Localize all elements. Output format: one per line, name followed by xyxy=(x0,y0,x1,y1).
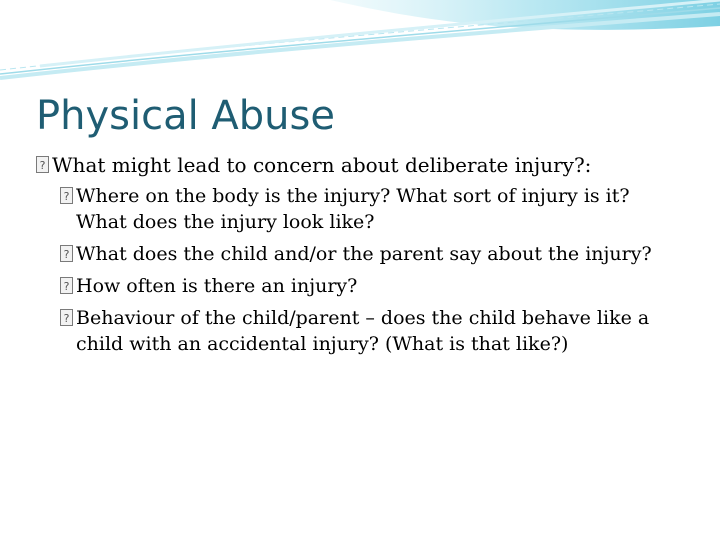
bullet-icon xyxy=(60,277,73,294)
bullet-text: What might lead to concern about deliberate injury?: xyxy=(52,153,592,177)
sub-bullet-item xyxy=(60,183,686,235)
sub-bullet-item xyxy=(60,241,686,267)
bullet-icon xyxy=(60,245,73,262)
sub-bullet-text: What does the child and/or the parent say about the injury? xyxy=(76,243,652,265)
slide-title: Physical Abuse xyxy=(36,93,335,139)
bullet-icon xyxy=(36,156,49,173)
sub-bullet-item xyxy=(60,305,686,357)
sub-bullet-text: Where on the body is the injury? What sort of injury is it? What does the injury look like? xyxy=(76,185,630,233)
sub-bullet-text: How often is there an injury? xyxy=(76,275,358,297)
header-wave-decoration xyxy=(0,0,720,90)
sub-bullet-item xyxy=(60,273,686,299)
bullet-icon xyxy=(60,309,73,326)
bullet-icon xyxy=(60,187,73,204)
slide-body xyxy=(36,152,686,363)
bullet-item xyxy=(36,152,686,178)
sub-bullet-text: Behaviour of the child/parent – does the child behave like a child with an accidental injury? (What is that like?) xyxy=(76,307,650,355)
